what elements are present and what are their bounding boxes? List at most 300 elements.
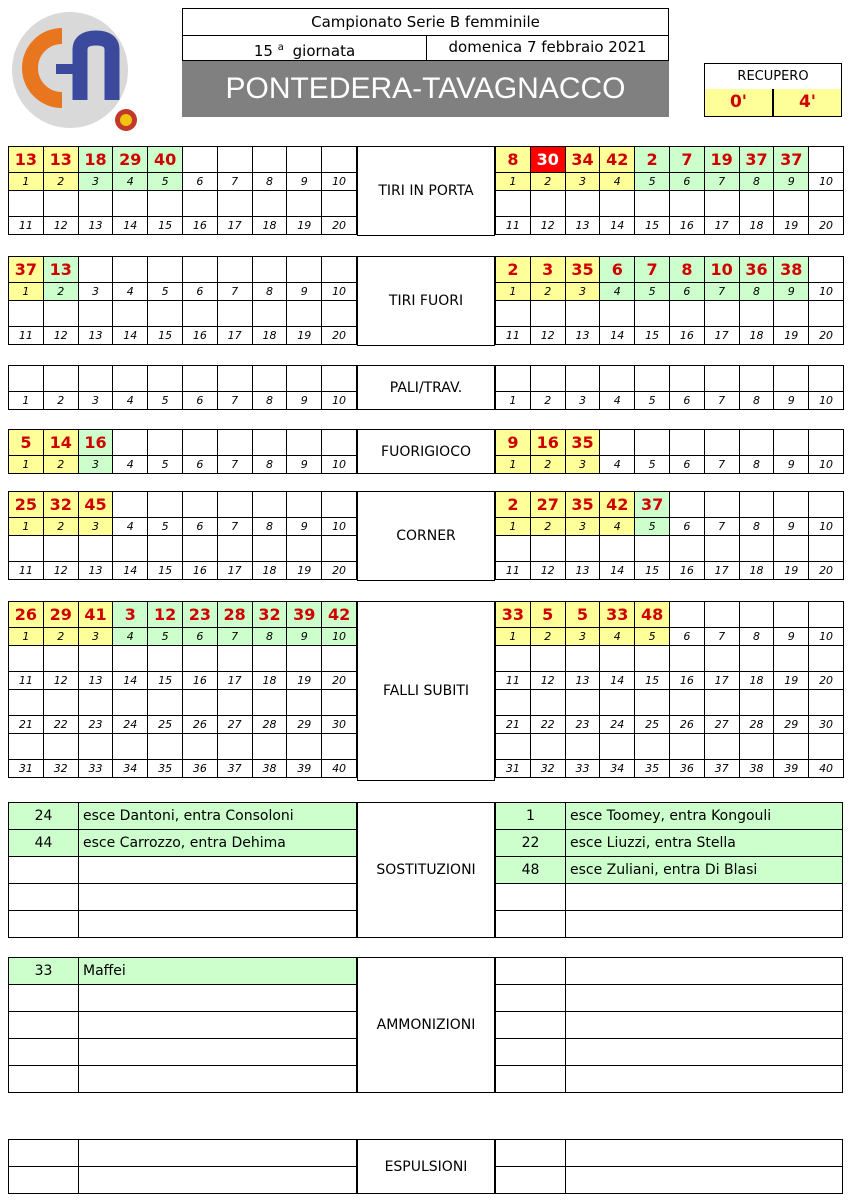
- event-minute: [182, 734, 217, 760]
- event-index: 37: [217, 760, 252, 778]
- event-index: 15: [635, 327, 670, 345]
- list-item: [9, 803, 357, 830]
- recupero-title: RECUPERO: [704, 63, 842, 90]
- event-minute: [774, 366, 809, 392]
- event-minute: [217, 257, 252, 283]
- grid-away: [495, 601, 844, 778]
- event-index: 1: [496, 456, 531, 474]
- event-minute: [565, 690, 600, 716]
- event-minute: [704, 734, 739, 760]
- event-index: 18: [252, 672, 287, 690]
- event-index: 9: [287, 283, 322, 301]
- event-index: 12: [43, 672, 78, 690]
- event-minute: [322, 366, 357, 392]
- event-minute: [182, 191, 217, 217]
- event-description: [79, 1039, 357, 1066]
- event-index: 20: [322, 562, 357, 580]
- event-index: 7: [217, 173, 252, 191]
- event-minute: [113, 536, 148, 562]
- round-number: 15: [253, 42, 273, 60]
- event-index: 10: [322, 456, 357, 474]
- list-item: [9, 857, 357, 884]
- event-index: 27: [217, 716, 252, 734]
- event-index: 4: [113, 628, 148, 646]
- event-index: 2: [530, 628, 565, 646]
- event-minute: [322, 257, 357, 283]
- event-index: 6: [182, 283, 217, 301]
- event-minute: [287, 257, 322, 283]
- event-index: 13: [565, 562, 600, 580]
- event-minute: [496, 884, 566, 911]
- event-minute: [565, 366, 600, 392]
- event-index: 12: [530, 327, 565, 345]
- event-minute: [287, 690, 322, 716]
- event-index: 4: [113, 283, 148, 301]
- grid-away: [495, 365, 844, 410]
- event-minute: [739, 734, 774, 760]
- event-index: 8: [739, 456, 774, 474]
- event-index: 7: [704, 392, 739, 410]
- event-minute: 40: [148, 147, 183, 173]
- event-minute: [182, 257, 217, 283]
- event-minute: 27: [530, 492, 565, 518]
- event-index: 11: [496, 672, 531, 690]
- event-minute: [565, 734, 600, 760]
- event-minute: [9, 884, 79, 911]
- event-minute: [182, 646, 217, 672]
- event-index: 34: [113, 760, 148, 778]
- event-minute: 29: [43, 602, 78, 628]
- event-minute: [287, 536, 322, 562]
- event-minute: 42: [600, 492, 635, 518]
- event-index: 35: [148, 760, 183, 778]
- event-minute: [287, 147, 322, 173]
- list-item: [9, 1167, 357, 1194]
- event-index: 4: [600, 518, 635, 536]
- event-minute: [669, 492, 704, 518]
- event-index: 15: [148, 217, 183, 235]
- event-index: 10: [809, 283, 844, 301]
- event-index: 40: [322, 760, 357, 778]
- event-minute: 35: [565, 257, 600, 283]
- event-minute: [704, 430, 739, 456]
- event-index: 17: [217, 562, 252, 580]
- event-minute: [182, 366, 217, 392]
- event-minute: [774, 301, 809, 327]
- event-minute: 19: [704, 147, 739, 173]
- event-index: 2: [43, 173, 78, 191]
- event-index: 18: [252, 217, 287, 235]
- event-minute: [530, 366, 565, 392]
- list-item: [496, 1140, 843, 1167]
- event-index: 5: [148, 518, 183, 536]
- event-index: 7: [704, 283, 739, 301]
- event-minute: [809, 734, 844, 760]
- event-index: 13: [78, 672, 113, 690]
- event-index: 20: [322, 327, 357, 345]
- event-index: 10: [809, 628, 844, 646]
- event-minute: [322, 147, 357, 173]
- event-minute: [496, 536, 531, 562]
- event-index: 6: [182, 628, 217, 646]
- event-minute: [600, 430, 635, 456]
- event-index: 27: [704, 716, 739, 734]
- grid-home: [8, 491, 357, 580]
- event-index: 40: [809, 760, 844, 778]
- section-label: AMMONIZIONI: [357, 957, 495, 1093]
- event-minute: 38: [774, 257, 809, 283]
- event-minute: 9: [496, 430, 531, 456]
- event-minute: [217, 536, 252, 562]
- event-index: 11: [9, 327, 44, 345]
- grid-away: [495, 256, 844, 345]
- event-index: 1: [9, 173, 44, 191]
- event-index: 5: [635, 518, 670, 536]
- event-minute: 22: [496, 830, 566, 857]
- event-minute: [809, 301, 844, 327]
- event-description: esce Toomey, entra Kongouli: [566, 803, 843, 830]
- event-minute: [148, 646, 183, 672]
- event-minute: [496, 690, 531, 716]
- event-index: 1: [9, 628, 44, 646]
- event-minute: [9, 690, 44, 716]
- event-minute: [739, 191, 774, 217]
- event-minute: 2: [496, 257, 531, 283]
- section-label: PALI/TRAV.: [357, 365, 495, 410]
- event-index: 18: [739, 672, 774, 690]
- event-index: 32: [43, 760, 78, 778]
- event-index: 39: [287, 760, 322, 778]
- event-description: [566, 1039, 843, 1066]
- event-index: 10: [322, 173, 357, 191]
- event-minute: 37: [9, 257, 44, 283]
- event-index: 5: [635, 283, 670, 301]
- event-index: 17: [704, 327, 739, 345]
- event-index: 15: [635, 217, 670, 235]
- event-index: 1: [9, 283, 44, 301]
- event-index: 9: [287, 628, 322, 646]
- event-minute: 7: [669, 147, 704, 173]
- event-index: 1: [496, 518, 531, 536]
- event-index: 16: [182, 672, 217, 690]
- event-minute: [322, 301, 357, 327]
- section-label: ESPULSIONI: [357, 1139, 495, 1194]
- event-minute: [739, 536, 774, 562]
- event-index: 10: [809, 392, 844, 410]
- event-minute: [217, 492, 252, 518]
- event-index: 2: [530, 456, 565, 474]
- event-index: 21: [496, 716, 531, 734]
- event-minute: [704, 690, 739, 716]
- event-index: 17: [217, 672, 252, 690]
- event-minute: [704, 646, 739, 672]
- event-minute: [182, 690, 217, 716]
- event-index: 13: [78, 562, 113, 580]
- event-minute: [704, 492, 739, 518]
- event-index: 29: [287, 716, 322, 734]
- event-index: 15: [148, 672, 183, 690]
- event-index: 16: [669, 672, 704, 690]
- event-minute: 37: [739, 147, 774, 173]
- event-minute: 6: [600, 257, 635, 283]
- event-minute: [113, 492, 148, 518]
- event-minute: [635, 301, 670, 327]
- event-minute: 8: [669, 257, 704, 283]
- event-minute: [322, 646, 357, 672]
- event-minute: 37: [774, 147, 809, 173]
- event-minute: [43, 301, 78, 327]
- event-index: 19: [774, 562, 809, 580]
- event-minute: [704, 536, 739, 562]
- event-minute: [182, 147, 217, 173]
- event-minute: 10: [704, 257, 739, 283]
- event-minute: [704, 191, 739, 217]
- round-info: [183, 35, 427, 60]
- event-index: 3: [78, 628, 113, 646]
- event-index: 3: [78, 392, 113, 410]
- event-index: 4: [113, 518, 148, 536]
- event-index: 6: [669, 628, 704, 646]
- event-minute: [809, 191, 844, 217]
- event-index: 29: [774, 716, 809, 734]
- event-index: 15: [148, 562, 183, 580]
- grid-home: [8, 365, 357, 410]
- event-minute: [113, 257, 148, 283]
- list-item: [496, 1066, 843, 1093]
- event-minute: [252, 690, 287, 716]
- event-index: 13: [565, 672, 600, 690]
- event-index: 10: [322, 518, 357, 536]
- sostituzioni-home-list: [8, 802, 357, 938]
- event-index: 10: [322, 628, 357, 646]
- event-minute: [148, 430, 183, 456]
- event-minute: [600, 191, 635, 217]
- event-index: 4: [113, 456, 148, 474]
- sostituzioni-away-list: [495, 802, 843, 938]
- event-index: 8: [252, 628, 287, 646]
- event-minute: [496, 911, 566, 938]
- event-minute: [182, 536, 217, 562]
- event-index: 7: [217, 456, 252, 474]
- event-index: 28: [739, 716, 774, 734]
- event-index: 24: [113, 716, 148, 734]
- event-minute: 33: [600, 602, 635, 628]
- event-index: 15: [635, 672, 670, 690]
- event-description: [566, 985, 843, 1012]
- event-index: 13: [565, 327, 600, 345]
- event-minute: [9, 1012, 79, 1039]
- event-minute: 13: [43, 147, 78, 173]
- list-item: [9, 958, 357, 985]
- event-index: 6: [669, 173, 704, 191]
- event-index: 9: [287, 392, 322, 410]
- event-description: [79, 1140, 357, 1167]
- event-description: [566, 1167, 843, 1194]
- list-item: [496, 830, 843, 857]
- event-index: 9: [774, 628, 809, 646]
- event-description: Maffei: [79, 958, 357, 985]
- event-index: 10: [809, 173, 844, 191]
- event-index: 5: [635, 392, 670, 410]
- event-index: 21: [9, 716, 44, 734]
- event-index: 14: [113, 327, 148, 345]
- event-index: 6: [182, 392, 217, 410]
- event-minute: [496, 191, 531, 217]
- event-index: 17: [704, 562, 739, 580]
- event-index: 35: [635, 760, 670, 778]
- event-minute: [739, 646, 774, 672]
- event-index: 26: [182, 716, 217, 734]
- event-index: 16: [669, 217, 704, 235]
- event-minute: [252, 191, 287, 217]
- event-minute: [43, 191, 78, 217]
- event-description: [79, 985, 357, 1012]
- event-minute: [78, 366, 113, 392]
- event-index: 1: [496, 283, 531, 301]
- recupero-first-half: 0': [704, 89, 773, 117]
- list-item: [9, 1012, 357, 1039]
- event-minute: 33: [9, 958, 79, 985]
- event-minute: [217, 301, 252, 327]
- event-minute: 3: [530, 257, 565, 283]
- section-label: FALLI SUBITI: [357, 601, 495, 781]
- event-index: 22: [530, 716, 565, 734]
- event-minute: [322, 690, 357, 716]
- event-minute: [78, 536, 113, 562]
- event-index: 8: [739, 283, 774, 301]
- event-index: 6: [669, 392, 704, 410]
- event-description: [566, 1066, 843, 1093]
- event-minute: [9, 1039, 79, 1066]
- event-index: 3: [78, 518, 113, 536]
- event-index: 22: [43, 716, 78, 734]
- event-minute: [252, 301, 287, 327]
- event-minute: [739, 366, 774, 392]
- event-minute: [78, 191, 113, 217]
- event-index: 1: [496, 628, 531, 646]
- event-minute: [43, 734, 78, 760]
- espulsioni-away-list: [495, 1139, 843, 1194]
- event-minute: [635, 734, 670, 760]
- event-index: 11: [9, 217, 44, 235]
- event-minute: [252, 257, 287, 283]
- event-index: 12: [43, 562, 78, 580]
- list-item: [496, 1039, 843, 1066]
- event-index: 9: [774, 518, 809, 536]
- event-minute: [78, 690, 113, 716]
- event-description: [79, 1167, 357, 1194]
- event-index: 30: [809, 716, 844, 734]
- event-minute: 29: [113, 147, 148, 173]
- event-minute: [635, 646, 670, 672]
- event-index: 12: [43, 327, 78, 345]
- event-minute: 3: [113, 602, 148, 628]
- event-minute: [669, 536, 704, 562]
- event-index: 6: [669, 518, 704, 536]
- event-description: esce Carrozzo, entra Dehima: [79, 830, 357, 857]
- event-minute: [113, 191, 148, 217]
- event-index: 7: [704, 518, 739, 536]
- event-minute: [530, 191, 565, 217]
- event-minute: [78, 734, 113, 760]
- event-minute: [252, 430, 287, 456]
- event-index: 8: [252, 283, 287, 301]
- event-index: 14: [113, 217, 148, 235]
- event-minute: [774, 430, 809, 456]
- event-index: 2: [530, 518, 565, 536]
- event-index: 18: [252, 327, 287, 345]
- list-item: [9, 911, 357, 938]
- event-minute: [635, 536, 670, 562]
- event-minute: [809, 147, 844, 173]
- event-index: 5: [148, 283, 183, 301]
- event-index: 12: [530, 562, 565, 580]
- event-index: 9: [774, 173, 809, 191]
- event-minute: [809, 602, 844, 628]
- event-minute: [9, 911, 79, 938]
- event-minute: [669, 734, 704, 760]
- event-minute: [739, 602, 774, 628]
- event-minute: [496, 985, 566, 1012]
- event-index: 14: [600, 672, 635, 690]
- event-minute: [739, 430, 774, 456]
- event-index: 11: [496, 327, 531, 345]
- event-index: 9: [774, 456, 809, 474]
- event-minute: [148, 536, 183, 562]
- event-index: 24: [600, 716, 635, 734]
- event-minute: 44: [9, 830, 79, 857]
- event-minute: [600, 366, 635, 392]
- event-index: 17: [704, 672, 739, 690]
- event-minute: 5: [530, 602, 565, 628]
- event-minute: [287, 492, 322, 518]
- event-minute: 48: [496, 857, 566, 884]
- event-index: 2: [530, 173, 565, 191]
- event-index: 4: [600, 283, 635, 301]
- event-minute: [496, 1012, 566, 1039]
- event-minute: [217, 366, 252, 392]
- event-minute: [496, 366, 531, 392]
- event-minute: 32: [43, 492, 78, 518]
- event-minute: [530, 301, 565, 327]
- event-index: 20: [809, 672, 844, 690]
- event-minute: [148, 366, 183, 392]
- event-minute: [322, 734, 357, 760]
- event-index: 13: [78, 217, 113, 235]
- event-minute: [565, 301, 600, 327]
- event-index: 8: [739, 518, 774, 536]
- ammonizioni-away-list: [495, 957, 843, 1093]
- event-minute: [809, 430, 844, 456]
- event-minute: [287, 646, 322, 672]
- event-index: 16: [182, 327, 217, 345]
- event-minute: 18: [78, 147, 113, 173]
- event-minute: [322, 430, 357, 456]
- event-minute: [496, 1167, 566, 1194]
- event-index: 2: [43, 283, 78, 301]
- event-index: 8: [739, 392, 774, 410]
- match-header: [182, 8, 669, 118]
- event-minute: [252, 492, 287, 518]
- event-index: 2: [43, 518, 78, 536]
- event-index: 17: [217, 327, 252, 345]
- event-index: 14: [600, 327, 635, 345]
- event-index: 36: [669, 760, 704, 778]
- event-index: 5: [148, 456, 183, 474]
- round-ordinal: a: [277, 42, 284, 53]
- event-index: 12: [530, 672, 565, 690]
- event-minute: [287, 191, 322, 217]
